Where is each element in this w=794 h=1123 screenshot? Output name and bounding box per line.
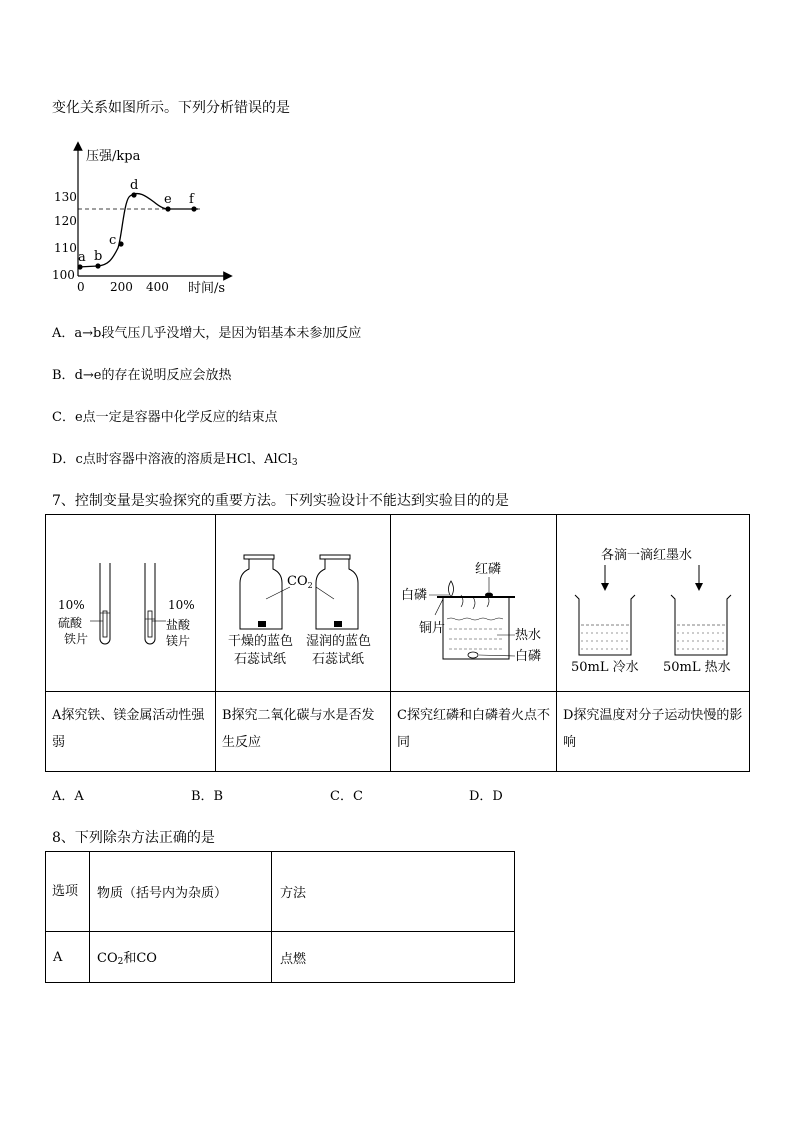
point-e-label: e (164, 192, 172, 207)
x-tick-400: 400 (146, 280, 169, 294)
right-test-tube (145, 563, 155, 644)
y-tick-100: 100 (52, 268, 75, 282)
q7-stem: 7、控制变量是实验探究的重要方法。下列实验设计不能达到实验目的的是 (52, 493, 509, 509)
y-tick-120: 120 (54, 214, 77, 228)
svg-text:红磷: 红磷 (475, 562, 502, 577)
svg-text:白磷: 白磷 (515, 649, 542, 664)
point-b-label: b (94, 249, 103, 264)
q8-row-a-method: 点燃 (272, 932, 515, 983)
wet-litmus-paper (334, 621, 342, 627)
svg-text:镁片: 镁片 (166, 634, 191, 648)
q6-option-d: D．c点时容器中溶液的溶质是HCl、AlCl$_3$ (52, 452, 298, 468)
svg-text:白磷: 白磷 (401, 588, 428, 603)
pressure-time-graph (50, 140, 240, 305)
svg-text:10%: 10% (168, 598, 195, 612)
q6-option-b: B．d→e的存在说明反应会放热 (52, 368, 232, 383)
q7-figure-a-cell (46, 515, 216, 692)
svg-text:热水: 热水 (515, 628, 542, 643)
q7-answer-c: C．C (330, 789, 363, 804)
svg-text:石蕊试纸: 石蕊试纸 (312, 652, 365, 667)
q7-answer-d: D．D (469, 789, 503, 804)
hot-water-beaker (443, 597, 509, 659)
point-e-marker (165, 206, 170, 211)
white-phosphorus-underwater (468, 652, 478, 658)
q7-cell-c: C探究红磷和白磷着火点不同 (391, 692, 557, 772)
point-d-marker (131, 192, 136, 197)
q8-row-a-option: A (46, 932, 90, 983)
point-a-label: a (78, 250, 86, 265)
y-axis-title: 压强/kpa (86, 149, 141, 164)
svg-text:干燥的蓝色: 干燥的蓝色 (228, 634, 294, 649)
figure-d-beakers (557, 515, 749, 687)
dry-litmus-paper (258, 621, 266, 627)
flame (449, 581, 454, 597)
y-tick-110: 110 (54, 241, 77, 255)
point-f-marker (191, 206, 196, 211)
figure-c-beaker (391, 515, 556, 687)
q8-stem: 8、下列除杂方法正确的是 (52, 830, 215, 846)
svg-text:石蕊试纸: 石蕊试纸 (234, 652, 287, 667)
q7-figure-d-cell (557, 515, 750, 692)
y-tick-130: 130 (54, 190, 77, 204)
q8-row-a-substance: $CO_2$和CO (90, 932, 272, 983)
svg-text:盐酸: 盐酸 (166, 618, 191, 632)
q7-cell-a: A探究铁、镁金属活动性强弱 (46, 692, 216, 772)
svg-text:10%: 10% (58, 598, 85, 612)
q7-cell-b: B探究二氧化碳与水是否发生反应 (216, 692, 391, 772)
figure-a-test-tubes (46, 515, 215, 687)
q7-figure-c-cell (391, 515, 557, 692)
svg-text:50mL 热水: 50mL 热水 (663, 660, 731, 675)
point-d-label: d (130, 178, 139, 193)
iron-strip (103, 611, 107, 637)
svg-text:铜片: 铜片 (419, 621, 446, 636)
svg-text:各滴一滴红墨水: 各滴一滴红墨水 (601, 548, 693, 563)
x-tick-0: 0 (77, 280, 85, 294)
magnesium-strip (148, 611, 152, 637)
q8-table (45, 851, 515, 983)
right-bottle (316, 559, 358, 629)
q8-header-substance: 物质（括号内为杂质） (90, 852, 272, 932)
q6-option-c: C．e点一定是容器中化学反应的结束点 (52, 410, 278, 425)
point-f-label: f (189, 192, 194, 207)
point-c-marker (118, 241, 123, 246)
svg-text:硫酸: 硫酸 (58, 616, 83, 630)
x-tick-200: 200 (110, 280, 133, 294)
q7-answer-a: A．A (52, 789, 84, 804)
svg-text:铁片: 铁片 (64, 632, 89, 646)
q8-header-option: 选项 (46, 852, 90, 932)
point-c-label: c (109, 233, 117, 248)
left-test-tube (100, 563, 110, 644)
x-axis-title: 时间/s (188, 281, 226, 296)
figure-b-bottles (216, 515, 390, 687)
q8-header-method: 方法 (272, 852, 515, 932)
q7-answer-b: B．B (191, 789, 224, 804)
svg-text:湿润的蓝色: 湿润的蓝色 (306, 634, 372, 649)
red-phosphorus (485, 593, 493, 598)
q7-figure-b-cell (216, 515, 391, 692)
question-intro: 变化关系如图所示。下列分析错误的是 (52, 100, 290, 116)
q7-experiment-table (45, 514, 750, 772)
co2-label: $CO_2$ (287, 574, 313, 590)
svg-text:50mL 冷水: 50mL 冷水 (571, 660, 639, 675)
q7-cell-d: D探究温度对分子运动快慢的影响 (557, 692, 750, 772)
point-b-marker (95, 263, 100, 268)
q6-option-a: A．a→b段气压几乎没增大，是因为铝基本未参加反应 (52, 326, 362, 341)
point-a-marker (77, 264, 82, 269)
